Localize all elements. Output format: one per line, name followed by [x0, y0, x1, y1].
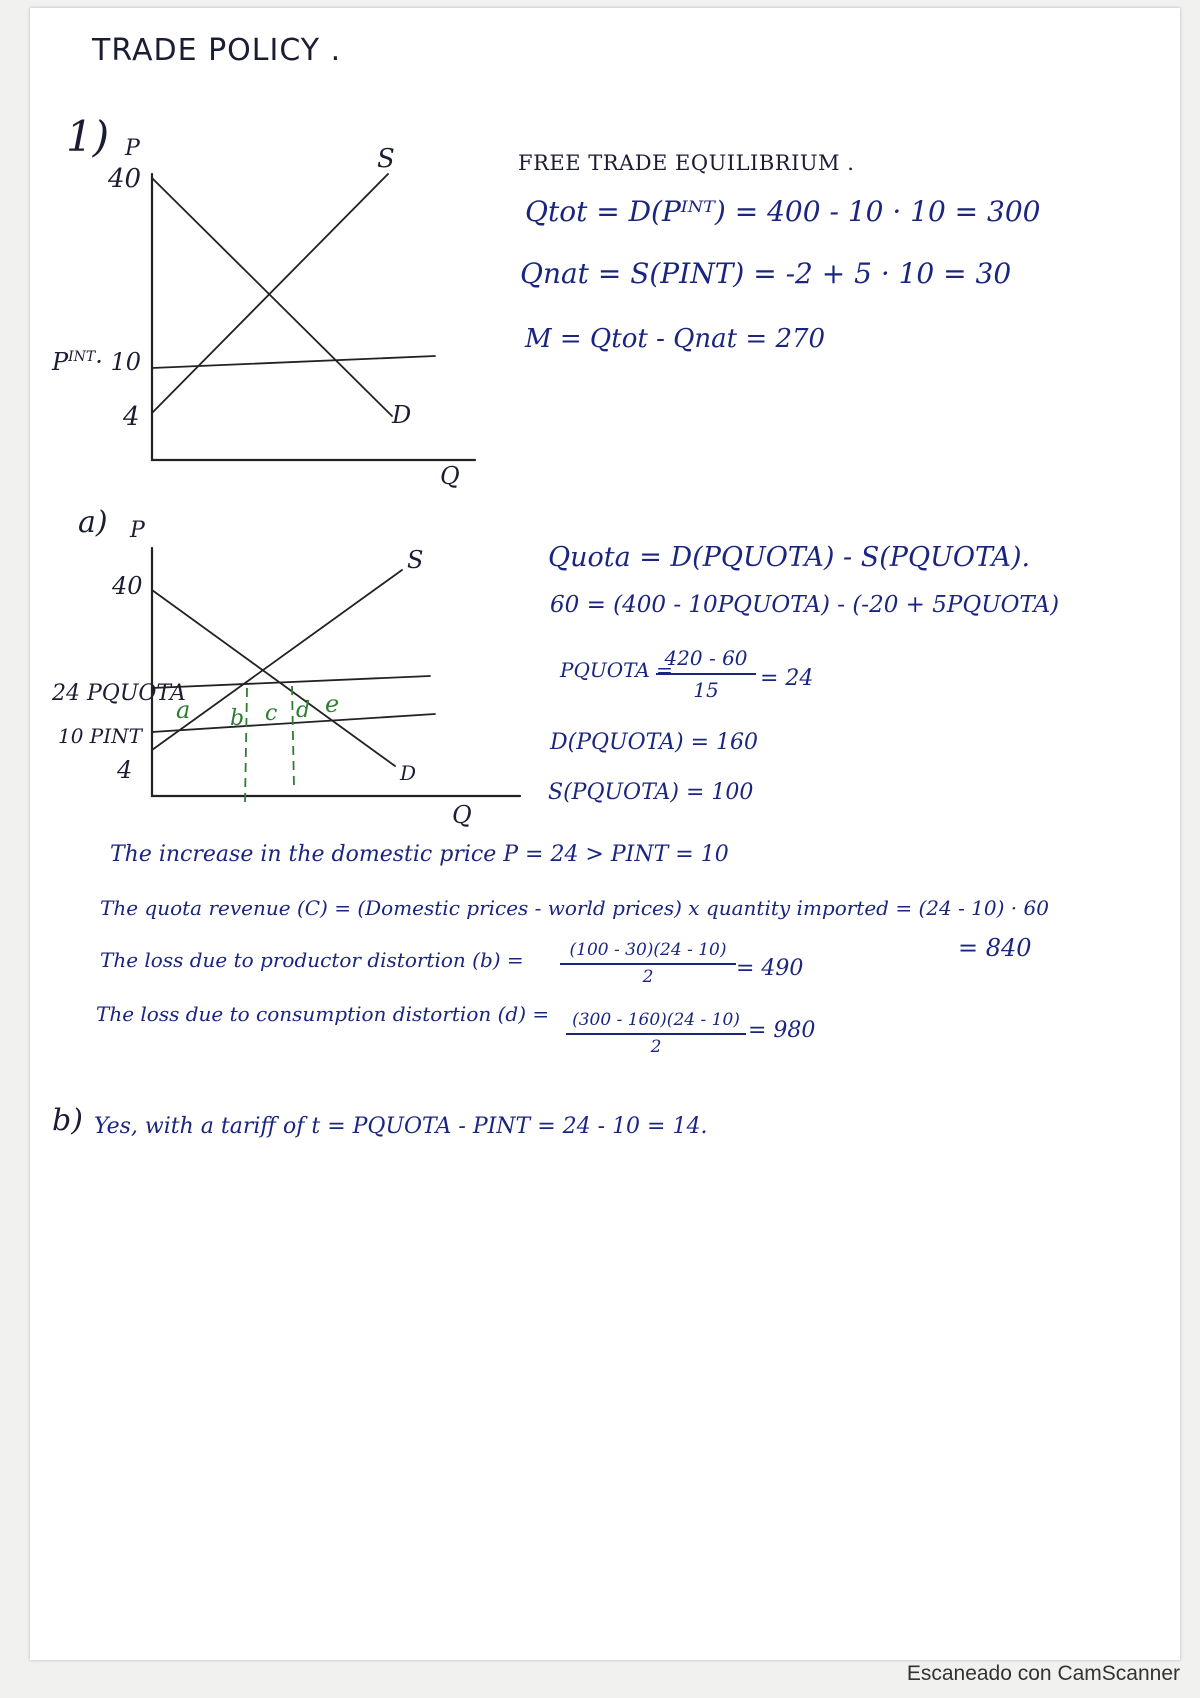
- pquota-fraction-bar: [656, 673, 756, 675]
- production-loss-bar: [560, 963, 736, 965]
- graph2-area-b: b: [230, 706, 245, 731]
- production-loss-text: The loss due to productor distortion (b) =: [100, 948, 524, 972]
- pquota-lhs: PQUOTA =: [560, 658, 673, 682]
- quota-revenue-sentence: The quota revenue (C) = (Domestic prices - world prices) x quantity imported = (24 - 10) · 60: [100, 896, 1049, 920]
- qnat-equation: Qnat = S(PINT) = -2 + 5 · 10 = 30: [520, 257, 1012, 290]
- production-loss-result: = 490: [736, 956, 804, 981]
- graph2-y-top-label: 40: [112, 572, 143, 600]
- graph2-y-axis-label: P: [130, 518, 145, 543]
- graph2-svg: [130, 538, 590, 838]
- graph2-pint-label: 10 PINT: [58, 724, 143, 748]
- graph1-axes: [152, 174, 475, 460]
- pquota-denominator: 15: [693, 678, 719, 702]
- graph1-demand-line: [152, 178, 392, 416]
- consumption-loss-result: = 980: [748, 1018, 816, 1043]
- part-b-label: b): [52, 1103, 83, 1138]
- graph1-supply-label: S: [377, 144, 395, 174]
- graph1-pint-label: [52, 350, 141, 374]
- consumption-loss-bar: [566, 1033, 746, 1035]
- quota-expanded-equation: 60 = (400 - 10PQUOTA) - (-20 + 5PQUOTA): [550, 592, 1060, 618]
- pquota-fraction: [656, 648, 756, 700]
- graph1-y-low-label: 4: [123, 402, 140, 432]
- free-trade-heading: FREE TRADE EQUILIBRIUM .: [518, 151, 855, 175]
- qtot-equation: Qtot = D(Pᴵᴺᵀ) = 400 - 10 · 10 = 300: [525, 195, 1041, 228]
- graph1-pint-line: [152, 356, 435, 368]
- graph1-svg: [130, 138, 590, 498]
- graph2-area-d: d: [296, 698, 311, 723]
- production-loss-fraction: [560, 942, 736, 986]
- graph1-pint-value: · 10: [95, 348, 142, 376]
- graph2-area-c: c: [265, 701, 278, 726]
- consumption-loss-text: The loss due to consumption distortion (d) =: [96, 1002, 550, 1026]
- graph2-axes: [152, 548, 520, 796]
- graph2-supply-label: S: [407, 546, 424, 574]
- page-title: TRADE POLICY .: [92, 33, 342, 68]
- graph1-demand-label: D: [392, 401, 412, 429]
- imports-equation: M = Qtot - Qnat = 270: [525, 324, 826, 354]
- pquota-numerator: 420 - 60: [664, 646, 748, 670]
- demand-at-pquota: D(PQUOTA) = 160: [550, 730, 758, 755]
- graph2-demand-line: [152, 590, 395, 766]
- consumption-loss-denominator: 2: [650, 1037, 662, 1057]
- graph2-area-e: e: [325, 690, 340, 718]
- production-loss-denominator: 2: [642, 967, 654, 987]
- consumption-loss-numerator: (300 - 160)(24 - 10): [572, 1010, 740, 1030]
- camscanner-footer: Escaneado con CamScanner: [906, 1662, 1180, 1685]
- production-loss-numerator: (100 - 30)(24 - 10): [569, 940, 727, 960]
- graph2-y-low-label: 4: [117, 756, 133, 784]
- graph2-dashed-demand-qty: [292, 686, 294, 788]
- consumption-loss-fraction: [566, 1012, 746, 1056]
- graph2-pquota-label: 24 PQUOTA: [52, 681, 186, 706]
- graph2-demand-label: D: [400, 761, 417, 785]
- graph1-y-axis-label: P: [125, 136, 140, 161]
- graph1-y-top-label: 40: [108, 164, 142, 194]
- quota-equation: Quota = D(PQUOTA) - S(PQUOTA).: [548, 542, 1031, 573]
- graph2-x-axis-label: Q: [452, 801, 472, 829]
- part-b-answer: Yes, with a tariff of t = PQUOTA - PINT = 24 - 10 = 14.: [94, 1114, 708, 1139]
- graph1-x-axis-label: Q: [440, 462, 460, 490]
- scanned-page: [30, 8, 1180, 1660]
- graph1-pint-letter: P: [52, 348, 69, 376]
- part-a-label: a): [78, 505, 108, 540]
- problem-number: 1): [66, 112, 110, 161]
- graph1-pint-sup: INT: [68, 349, 96, 365]
- domestic-price-sentence: The increase in the domestic price P = 24 > PINT = 10: [110, 842, 729, 867]
- quota-revenue-result: = 840: [958, 934, 1032, 962]
- graph2-dashed-supply-qty: [245, 688, 247, 803]
- supply-at-pquota: S(PQUOTA) = 100: [548, 780, 754, 805]
- graph2-pquota-line: [152, 676, 430, 688]
- pquota-rhs: = 24: [760, 666, 814, 691]
- graph2-area-a: a: [176, 696, 191, 724]
